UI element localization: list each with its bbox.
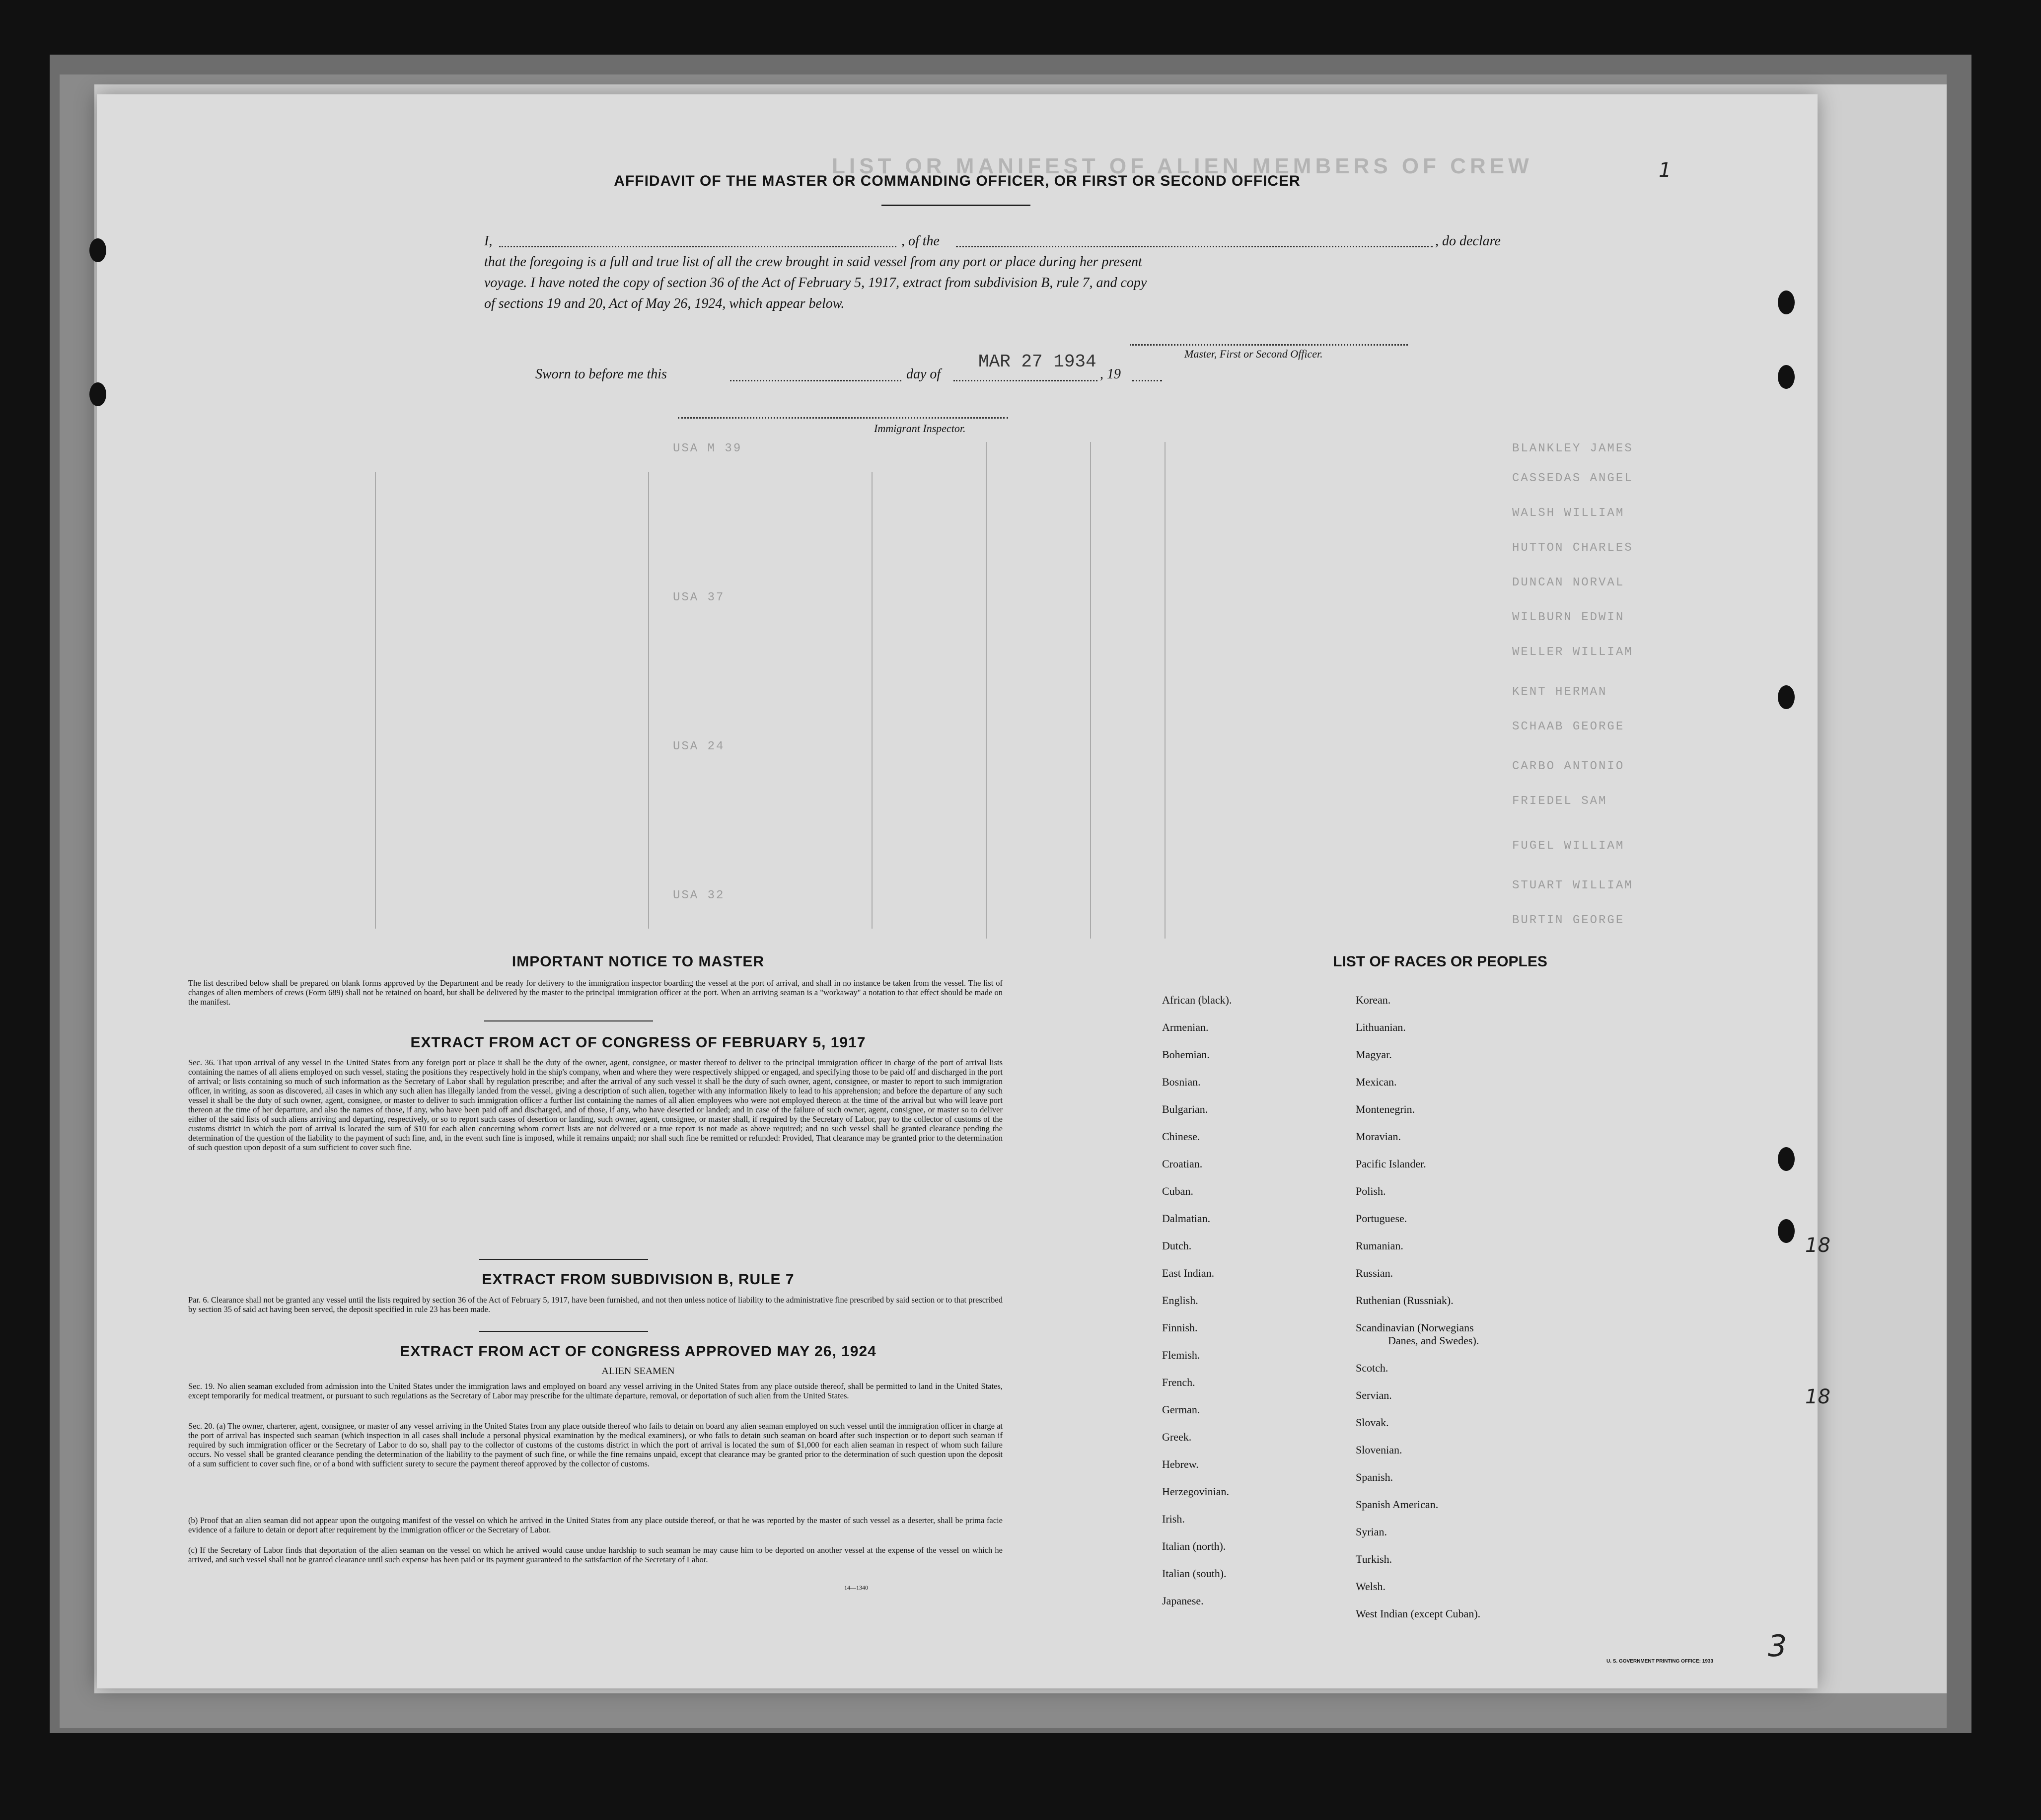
section-19-text: Sec. 19. No alien seaman excluded from admission into the United States under the immigration laws and employed on board any vessel arriving in the United States from any place outside thereof, shall be permitted to land in the United States, except temporarily for medical treatment, or pursuant to such regulations as the Secretary of Labor may prescribe for the ultimate departure, removal, or deportation of such alien from the United States.	[188, 1382, 1003, 1400]
bleedthrough-name: WALSH WILLIAM	[1512, 507, 1625, 520]
bleedthrough-name: CARBO ANTONIO	[1512, 760, 1625, 773]
date-stamp: MAR 27 1934	[978, 352, 1096, 372]
decl-of-the-label: , of the	[901, 233, 940, 249]
race-entry: Spanish.	[1356, 1471, 1393, 1483]
important-notice-text: The list described below shall be prepared on blank forms approved by the Department and be ready for delivery to the immigration inspector boarding the vessel at the port of arrival, and shall in no instance be taken from the vessel. The list of changes of alien members of crews (Form 689) shall not be retained on board, but shall be delivered by the master to the principal immigration officer at the port. When an arriving seaman is a "workaway" a notation to that effect should be made on the manifest.	[188, 978, 1003, 1007]
decl-line-4: of sections 19 and 20, Act of May 26, 1924, which appear below.	[484, 296, 845, 311]
race-entry: Scotch.	[1356, 1362, 1388, 1374]
race-entry: Bulgarian.	[1162, 1103, 1208, 1115]
race-entry: Cuban.	[1162, 1185, 1193, 1197]
handwritten-page-number: 1	[1659, 159, 1672, 182]
bleedthrough-rule	[986, 442, 987, 939]
title-rule	[881, 205, 1030, 206]
day-of-label: day of	[906, 366, 941, 382]
bleedthrough-name: CASSEDAS ANGEL	[1512, 472, 1633, 485]
year-label: , 19	[1100, 366, 1121, 382]
race-entry: Russian.	[1356, 1267, 1393, 1279]
race-entry: Flemish.	[1162, 1349, 1200, 1361]
bleedthrough-column: USA 24	[673, 740, 725, 753]
important-notice-title: IMPORTANT NOTICE TO MASTER	[511, 953, 765, 970]
decl-line-2: that the foregoing is a full and true list of all the crew brought in said vessel from any port or place during her present	[484, 254, 1142, 270]
handwritten-note: 3	[1768, 1629, 1787, 1664]
extract-1917-text: Sec. 36. That upon arrival of any vessel in the United States from any foreign port or place it shall be the duty of the owner, agent, consignee, or master thereof to deliver to the principal immigration officer in charge of the port of arrival lists containing the names of all aliens employed on such vessel, stating the positions they respectively hold in the ship's company, when and where they were respectively shipped or engaged, and specifying those to be paid off and discharged in the port of arrival; or lists containing so much of such information as the Secretary of Labor shall by regulation prescribe; and after the arrival of any such vessel it shall be the duty of such owner, agent, consignee, or master to report to such immigration officer, in writing, as soon as discovered, all cases in which any such alien has illegally landed from the vessel, giving a description of such alien, together with any information likely to lead to his apprehension; and before the departure of any such vessel it shall be the duty of such owner, agent, consignee, or master to deliver to such immigration officer a further list containing the names of all alien employees who were not employed thereon at the time of the arrival but who will leave port thereon at the time of her departure, and also the names of those, if any, who have been paid off and discharged, and of those, if any, who have deserted or landed; and in case of the failure of such owner, agent, consignee, or master so to deliver either of the said lists of such aliens arriving and departing, respectively, or so to report such cases of desertion or landing, such owner, agent, consignee, or master shall, if required by the Secretary of Labor, pay to the collector of customs of the customs district in which the port of arrival is located the sum of $10 for each alien concerning whom correct lists are not delivered or a true report is not made as above required; and no such vessel shall be granted clearance pending the determination of the question of the liability to the payment of such fine, and, in the event such fine is imposed, while it remains unpaid; nor shall such fine be remitted or refunded: Provided, That clearance may be granted prior to the determination of such question upon deposit of a sum sufficient to cover such fine.	[188, 1058, 1003, 1152]
punch-hole-icon	[1778, 365, 1795, 389]
punch-hole-icon	[1778, 291, 1795, 314]
decl-line-3: voyage. I have noted the copy of section 36 of the Act of February 5, 1917, extract from subdivision B, rule 7, and copy	[484, 275, 1147, 291]
bleedthrough-name: STUART WILLIAM	[1512, 879, 1633, 892]
race-entry: Slovenian.	[1356, 1444, 1402, 1456]
race-entry: Italian (south).	[1162, 1567, 1227, 1580]
race-entry: Portuguese.	[1356, 1212, 1407, 1225]
master-caption: Master, First or Second Officer.	[1184, 348, 1323, 360]
extract-1917-title: EXTRACT FROM ACT OF CONGRESS OF FEBRUARY 5, 1917	[410, 1034, 866, 1051]
race-entry: Spanish American.	[1356, 1498, 1439, 1511]
race-entry: Lithuanian.	[1356, 1021, 1406, 1033]
race-entry: German.	[1162, 1403, 1200, 1416]
bleedthrough-column: USA 32	[673, 889, 725, 902]
vessel-name-field[interactable]	[956, 246, 1433, 247]
race-entry: Servian.	[1356, 1389, 1392, 1401]
sworn-day-field[interactable]	[730, 380, 901, 381]
inspector-caption: Immigrant Inspector.	[874, 422, 966, 435]
bleedthrough-column: USA 37	[673, 591, 725, 604]
bleedthrough-name: WELLER WILLIAM	[1512, 646, 1633, 659]
race-entry: Magyar.	[1356, 1048, 1392, 1061]
bleedthrough-rule	[1165, 442, 1166, 939]
extract-rule7-text: Par. 6. Clearance shall not be granted any vessel until the lists required by section 36 of the Act of February 5, 1917, have been furnished, and not then unless notice of liability to the administrative fine prescribed by said section or to that prescribed by section 35 of said act having been served, the deposit specified in rule 23 has been made.	[188, 1295, 1003, 1314]
bleedthrough-name: BURTIN GEORGE	[1512, 914, 1625, 927]
race-entry: Bosnian.	[1162, 1076, 1201, 1088]
race-entry: Scandinavian (Norwegians	[1356, 1321, 1474, 1334]
race-entry: Italian (north).	[1162, 1540, 1226, 1552]
race-entry: Dutch.	[1162, 1239, 1192, 1252]
race-entry: Mexican.	[1356, 1076, 1397, 1088]
section-20b-text: (b) Proof that an alien seaman did not appear upon the outgoing manifest of the vessel on which he arrived in the United States from any place outside thereof, or that he was reported by the master of such vessel as a deserter, shall be prima facie evidence of a failure to detain or deport after requirement by the immigration officer or the Secretary of Labor.	[188, 1516, 1003, 1534]
decl-i-label: I,	[484, 233, 493, 249]
race-entry: East Indian.	[1162, 1267, 1215, 1279]
manifest-back-page	[97, 94, 1830, 1688]
race-entry: West Indian (except Cuban).	[1356, 1607, 1481, 1620]
race-entry: Armenian.	[1162, 1021, 1209, 1033]
alien-seamen-subtitle: ALIEN SEAMEN	[601, 1366, 675, 1377]
bleedthrough-rule	[872, 472, 873, 929]
race-entry: Pacific Islander.	[1356, 1158, 1426, 1170]
master-name-field[interactable]	[499, 246, 896, 247]
race-entry: Finnish.	[1162, 1321, 1198, 1334]
master-signature-field[interactable]	[1130, 344, 1408, 346]
bleedthrough-name: FRIEDEL SAM	[1512, 795, 1607, 808]
sworn-year-field[interactable]	[1132, 380, 1162, 381]
bleedthrough-rule	[648, 472, 649, 929]
extract-rule7-title: EXTRACT FROM SUBDIVISION B, RULE 7	[482, 1271, 795, 1288]
race-entry: Croatian.	[1162, 1158, 1203, 1170]
affidavit-title: AFFIDAVIT OF THE MASTER OR COMMANDING OFFICER, OR FIRST OR SECOND OFFICER	[614, 173, 1301, 189]
declaration-text	[484, 231, 1542, 314]
race-entry: Japanese.	[1162, 1595, 1204, 1607]
bleedthrough-column: USA M 39	[673, 442, 742, 455]
bleedthrough-name: KENT HERMAN	[1512, 685, 1607, 699]
punch-hole-icon	[1778, 685, 1795, 709]
section-20a-text: Sec. 20. (a) The owner, charterer, agent, consignee, or master of any vessel arriving in the United States from any place outside thereof who fails to detain on board any alien seaman employed on such vessel until the immigration officer in charge at the port of arrival has inspected such seaman (which inspection in all cases shall include a personal physical examination by the medical examiners), or who fails to detain such seaman on board after such inspection or to deport such seaman if required by such immigration officer or the Secretary of Labor to do so, shall pay to the collector of customs of the customs district in which the port of arrival is located the sum of $1,000 for each alien seaman in respect of whom such failure occurs. No vessel shall be granted clearance pending the determination of the liability to the payment of such fine, or while the fine remains unpaid, except that clearance may be granted prior to the determination of such question upon the deposit of a sum sufficient to cover such fine, or of a bond with sufficient surety to secure the payment thereof approved by the collector of customs.	[188, 1421, 1003, 1468]
section-rule	[479, 1331, 648, 1332]
bleedthrough-name: WILBURN EDWIN	[1512, 611, 1625, 624]
race-entry: Welsh.	[1356, 1580, 1385, 1593]
section-rule	[484, 1020, 653, 1021]
race-entry: English.	[1162, 1294, 1198, 1307]
race-entry: Moravian.	[1356, 1130, 1401, 1143]
form-number: 14—1340	[844, 1584, 868, 1591]
punch-hole-icon	[89, 238, 106, 262]
sworn-month-field[interactable]	[953, 380, 1097, 381]
race-entry: Ruthenian (Russniak).	[1356, 1294, 1454, 1307]
race-entry: Slovak.	[1356, 1416, 1389, 1429]
printer-note: U. S. GOVERNMENT PRINTING OFFICE: 1933	[1606, 1659, 1714, 1664]
punch-hole-icon	[1778, 1147, 1795, 1171]
inspector-signature-field[interactable]	[678, 417, 1008, 419]
bleedthrough-rule	[375, 472, 376, 929]
decl-do-declare-label: , do declare	[1435, 233, 1501, 249]
handwritten-note: 18	[1805, 1385, 1830, 1408]
section-20c-text: (c) If the Secretary of Labor finds that deportation of the alien seaman on the vessel on which he arrived would cause undue hardship to such seaman he may cause him to be deported on another vessel at the expense of the vessel on which he arrived, and such vessel shall not be granted clearance until such expense has been paid or its payment guaranteed to the satisfaction of the Secretary of Labor.	[188, 1545, 1003, 1564]
bleedthrough-rule	[1090, 442, 1091, 939]
bleedthrough-name: SCHAAB GEORGE	[1512, 720, 1625, 733]
race-entry: African (black).	[1162, 994, 1232, 1006]
race-entry: Syrian.	[1356, 1526, 1387, 1538]
race-entry: Rumanian.	[1356, 1239, 1403, 1252]
races-title: LIST OF RACES OR PEOPLES	[1333, 953, 1547, 970]
section-rule	[479, 1259, 648, 1260]
race-entry: Danes, and Swedes).	[1388, 1334, 1479, 1347]
race-entry: Greek.	[1162, 1431, 1192, 1443]
race-entry: Herzegovinian.	[1162, 1485, 1229, 1498]
bleedthrough-name: DUNCAN NORVAL	[1512, 576, 1625, 589]
race-entry: Bohemian.	[1162, 1048, 1210, 1061]
race-entry: Irish.	[1162, 1513, 1185, 1525]
bleedthrough-header: LIST OR MANIFEST OF ALIEN MEMBERS OF CREW	[832, 154, 1533, 178]
bleedthrough-name: FUGEL WILLIAM	[1512, 839, 1625, 853]
race-entry: Turkish.	[1356, 1553, 1392, 1565]
bleedthrough-name: HUTTON CHARLES	[1512, 541, 1633, 555]
extract-1924-title: EXTRACT FROM ACT OF CONGRESS APPROVED MAY 26, 1924	[400, 1343, 876, 1360]
punch-hole-icon	[89, 382, 106, 406]
handwritten-note: 18	[1805, 1234, 1830, 1257]
race-entry: Chinese.	[1162, 1130, 1200, 1143]
race-entry: Dalmatian.	[1162, 1212, 1211, 1225]
race-entry: Hebrew.	[1162, 1458, 1199, 1470]
bleedthrough-name: BLANKLEY JAMES	[1512, 442, 1633, 455]
race-entry: Polish.	[1356, 1185, 1386, 1197]
punch-hole-icon	[1778, 1219, 1795, 1243]
sworn-label: Sworn to before me this	[535, 366, 667, 382]
race-entry: French.	[1162, 1376, 1195, 1388]
race-entry: Montenegrin.	[1356, 1103, 1415, 1115]
race-entry: Korean.	[1356, 994, 1391, 1006]
